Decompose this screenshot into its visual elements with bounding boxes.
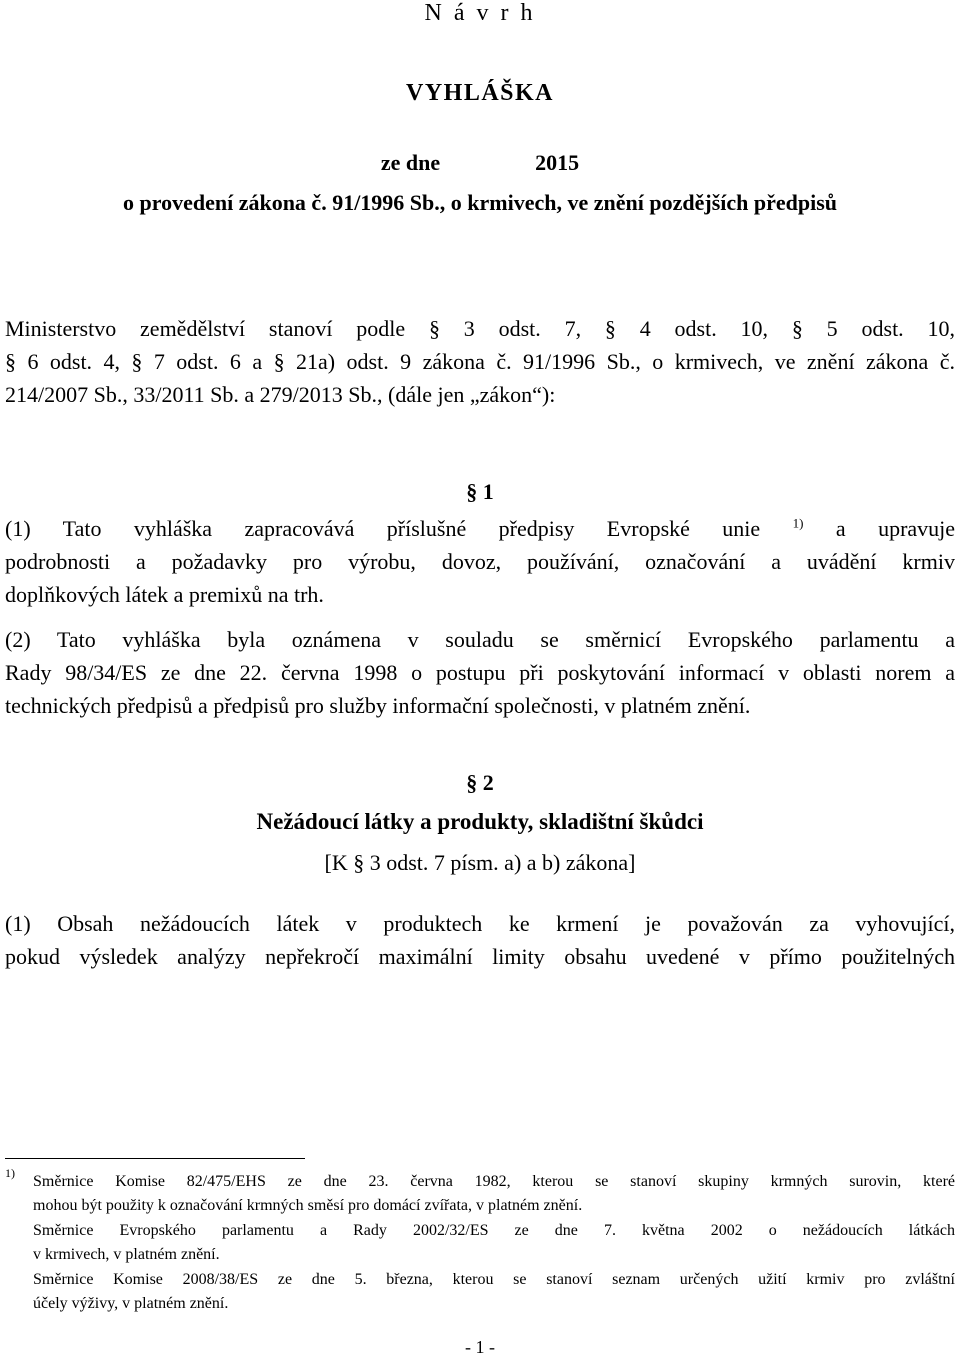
footnote-line-5: Směrnice Komise 2008/38/ES ze dne 5. března, kterou se stanoví seznam určených užití krmiv pro zvláštní xyxy=(33,1271,955,1288)
draft-label: N á v r h xyxy=(424,0,536,26)
section-1-p1-line-1 xyxy=(5,512,955,545)
date-line xyxy=(0,150,960,176)
document-title: VYHLÁŠKA xyxy=(405,80,555,106)
footnote-separator xyxy=(5,1158,305,1159)
section-2-heading: Nežádoucí látky a produkty, skladištní škůdci xyxy=(256,809,704,834)
section-1-p1-line-1-end: a upravuje xyxy=(835,516,956,541)
section-2-p1-line-1: (1) Obsah nežádoucích látek v produktech ke krmení je považován za vyhovující, xyxy=(5,911,955,936)
footnote-line-1: Směrnice Komise 82/475/EHS ze dne 23. června 1982, kterou se stanoví skupiny krmných surovin, které xyxy=(33,1173,955,1190)
section-1-p2-line-2: Rady 98/34/ES ze dne 22. června 1998 o postupu při poskytování informací v oblasti norem a xyxy=(5,660,955,685)
footnote-line-3: Směrnice Evropského parlamentu a Rady 2002/32/ES ze dne 7. května 2002 o nežádoucích látkách xyxy=(33,1222,955,1239)
section-1-p2-line-3: technických předpisů a předpisů pro služby informační společnosti, v platném znění. xyxy=(5,693,751,718)
preamble-line-2: § 6 odst. 4, § 7 odst. 6 a § 21a) odst. 9 zákona č. 91/1996 Sb., o krmivech, ve znění zákona č. xyxy=(5,349,955,374)
page-number: - 1 - xyxy=(465,1337,495,1357)
section-2-number: § 2 xyxy=(466,770,494,795)
footnote-reference-1[interactable]: 1) xyxy=(792,515,804,531)
section-2-reference: [K § 3 odst. 7 písm. a) a b) zákona] xyxy=(324,850,636,875)
footnote-line-6: účely výživy, v platném znění. xyxy=(33,1295,229,1312)
section-1-p1-line-2: podrobnosti a požadavky pro výrobu, dovoz, používání, označování a uvádění krmiv xyxy=(5,549,955,574)
section-2-p1-line-2: pokud výsledek analýzy nepřekročí maximální limity obsahu uvedené v přímo použitelných xyxy=(5,944,955,969)
date-prefix: ze dne xyxy=(380,150,441,175)
preamble-line-1: Ministerstvo zemědělství stanoví podle § 3 odst. 7, § 4 odst. 10, § 5 odst. 10, xyxy=(5,316,955,341)
footnote-line-2: mohou být použity k označování krmných směsí pro domácí zvířata, v platném znění. xyxy=(33,1197,583,1214)
section-1-p2-line-1: (2) Tato vyhláška byla oznámena v souladu se směrnicí Evropského parlamentu a xyxy=(5,627,955,652)
date-year: 2015 xyxy=(535,150,580,175)
section-1-number: § 1 xyxy=(466,479,494,504)
document-subject: o provedení zákona č. 91/1996 Sb., o krmivech, ve znění pozdějších předpisů xyxy=(122,190,838,215)
section-1-p1-line-1-start: (1) Tato vyhláška zapracovává příslušné předpisy Evropské unie xyxy=(5,516,761,541)
preamble-line-3: 214/2007 Sb., 33/2011 Sb. a 279/2013 Sb., (dále jen „zákon“): xyxy=(5,382,556,407)
footnote-marker: 1) xyxy=(5,1166,15,1180)
footnote-line-4: v krmivech, v platném znění. xyxy=(33,1246,220,1263)
section-1-p1-line-3: doplňkových látek a premixů na trh. xyxy=(5,582,324,607)
